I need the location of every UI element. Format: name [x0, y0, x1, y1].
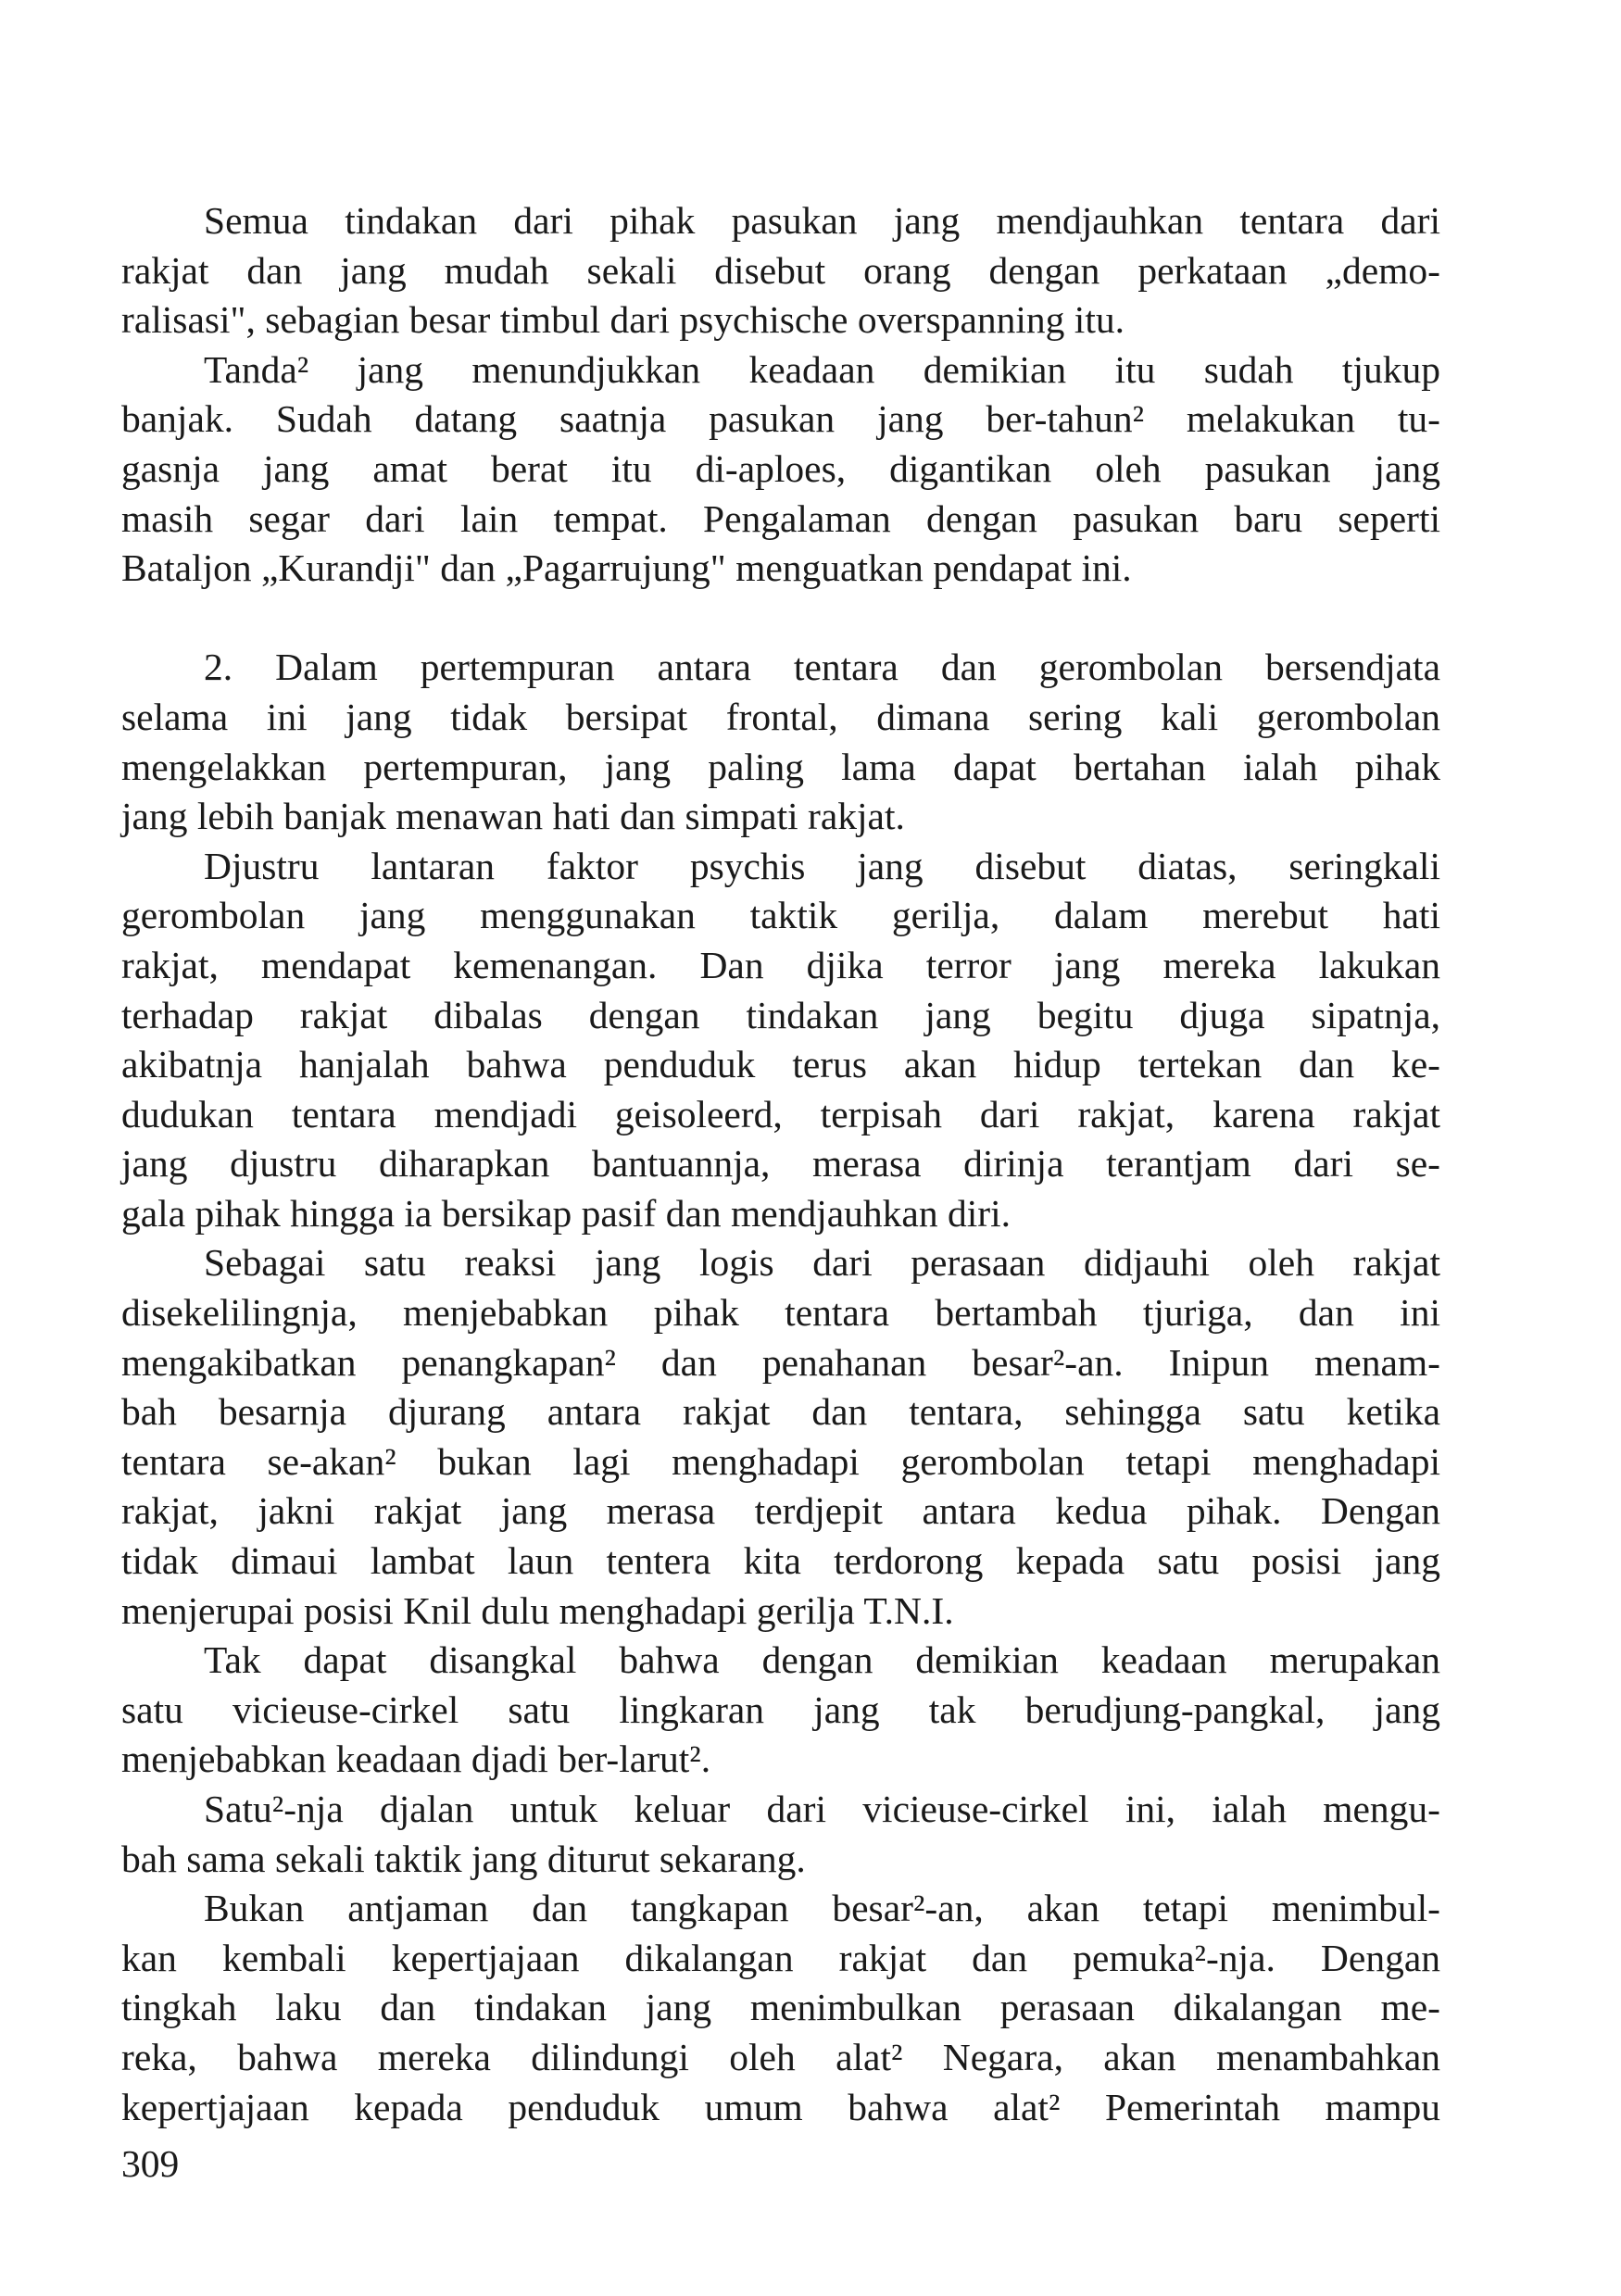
text-line: terhadap rakjat dibalas dengan tindakan jang begitu djuga sipatnja, [121, 993, 1440, 1036]
paragraph [121, 1238, 1440, 1636]
text-line: Sebagai satu reaksi jang logis dari perasaan didjauhi oleh rakjat [204, 1241, 1440, 1285]
text-line: rakjat, mendapat kemenangan. Dan djika terror jang mereka lakukan [121, 943, 1440, 986]
text-line: banjak. Sudah datang saatnja pasukan jang ber-tahun² melakukan tu- [121, 397, 1440, 441]
text-line: bah besarnja djurang antara rakjat dan tentara, sehingga satu ketika [121, 1390, 1440, 1434]
text-line: satu vicieuse-cirkel satu lingkaran jang tak berudjung-pangkal, jang [121, 1687, 1440, 1731]
paragraph [121, 1636, 1440, 1785]
text-line: menjebabkan keadaan djadi ber-larut². [121, 1738, 711, 1781]
text-line: gala pihak hingga ia bersikap pasif dan mendjauhkan diri. [121, 1191, 1011, 1235]
text-line: reka, bahwa mereka dilindungi oleh alat² Negara, akan menambahkan [121, 2035, 1440, 2078]
text-line: bah sama sekali taktik jang diturut sekarang. [121, 1837, 806, 1880]
text-line: tentara se-akan² bukan lagi menghadapi gerombolan tetapi menghadapi [121, 1439, 1440, 1483]
text-line: rakjat, jakni rakjat jang merasa terdjepit antara kedua pihak. Dengan [121, 1489, 1440, 1533]
text-line: Bukan antjaman dan tangkapan besar²-an, akan tetapi menimbul- [204, 1887, 1440, 1930]
text-line: Tak dapat disangkal bahwa dengan demikian keadaan merupakan [204, 1638, 1440, 1682]
paragraph-gap [121, 594, 1440, 644]
text-line: tingkah laku dan tindakan jang menimbulkan perasaan dikalangan me- [121, 1986, 1440, 2029]
text-line: jang djustru diharapkan bantuannja, merasa dirinja terantjam dari se- [121, 1142, 1440, 1186]
text-line: kan kembali kepertjajaan dikalangan rakjat dan pemuka²-nja. Dengan [121, 1936, 1440, 1979]
text-line: rakjat dan jang mudah sekali disebut orang dengan perkataan „demo- [121, 248, 1440, 292]
text-line: ralisasi", sebagian besar timbul dari psychische overspanning itu. [121, 298, 1125, 342]
text-line: selama ini jang tidak bersipat frontal, dimana sering kali gerombolan [121, 695, 1440, 738]
text-line: Semua tindakan dari pihak pasukan jang mendjauhkan tentara dari [204, 199, 1440, 242]
text-line: masih segar dari lain tempat. Pengalaman dengan pasukan baru seperti [121, 496, 1440, 540]
text-line: Satu²-nja djalan untuk keluar dari vicieuse-cirkel ini, ialah mengu- [204, 1788, 1440, 1830]
text-line: 2. Dalam pertempuran antara tentara dan gerombolan bersendjata [204, 646, 1440, 689]
text-line: akibatnja hanjalah bahwa penduduk terus akan hidup tertekan dan ke- [121, 1043, 1440, 1086]
text-line: Djustru lantaran faktor psychis jang disebut diatas, seringkali [204, 844, 1440, 887]
page-number: 309 [121, 2142, 180, 2185]
text-line: tidak dimaui lambat laun tentera kita terdorong kepada satu posisi jang [121, 1539, 1440, 1583]
text-line: mengelakkan pertempuran, jang paling lama dapat bertahan ialah pihak [121, 745, 1440, 788]
text-line: menjerupai posisi Knil dulu menghadapi gerilja T.N.I. [121, 1588, 954, 1632]
text-line: gerombolan jang menggunakan taktik gerilja, dalam merebut hati [121, 894, 1440, 937]
text-line: Bataljon „Kurandji" dan „Pagarrujung" menguatkan pendapat ini. [121, 546, 1132, 590]
paragraph [121, 842, 1440, 1239]
text-line: jang lebih banjak menawan hati dan simpati rakjat. [121, 795, 905, 838]
paragraph [121, 196, 1440, 345]
body-text [121, 196, 1440, 2132]
text-line: Tanda² jang menundjukkan keadaan demikian itu sudah tjukup [204, 347, 1440, 391]
text-line: kepertjajaan kepada penduduk umum bahwa alat² Pemerintah mampu [121, 2085, 1440, 2128]
paragraph [121, 1884, 1440, 2132]
paragraph [121, 1785, 1440, 1884]
paragraph [121, 643, 1440, 841]
text-line: mengakibatkan penangkapan² dan penahanan besar²-an. Inipun menam- [121, 1340, 1440, 1384]
text-line: disekelilingnja, menjebabkan pihak tentara bertambah tjuriga, dan ini [121, 1291, 1440, 1335]
paragraph [121, 345, 1440, 594]
text-line: gasnja jang amat berat itu di-aploes, digantikan oleh pasukan jang [121, 446, 1440, 490]
text-line: dudukan tentara mendjadi geisoleerd, terpisah dari rakjat, karena rakjat [121, 1092, 1440, 1135]
